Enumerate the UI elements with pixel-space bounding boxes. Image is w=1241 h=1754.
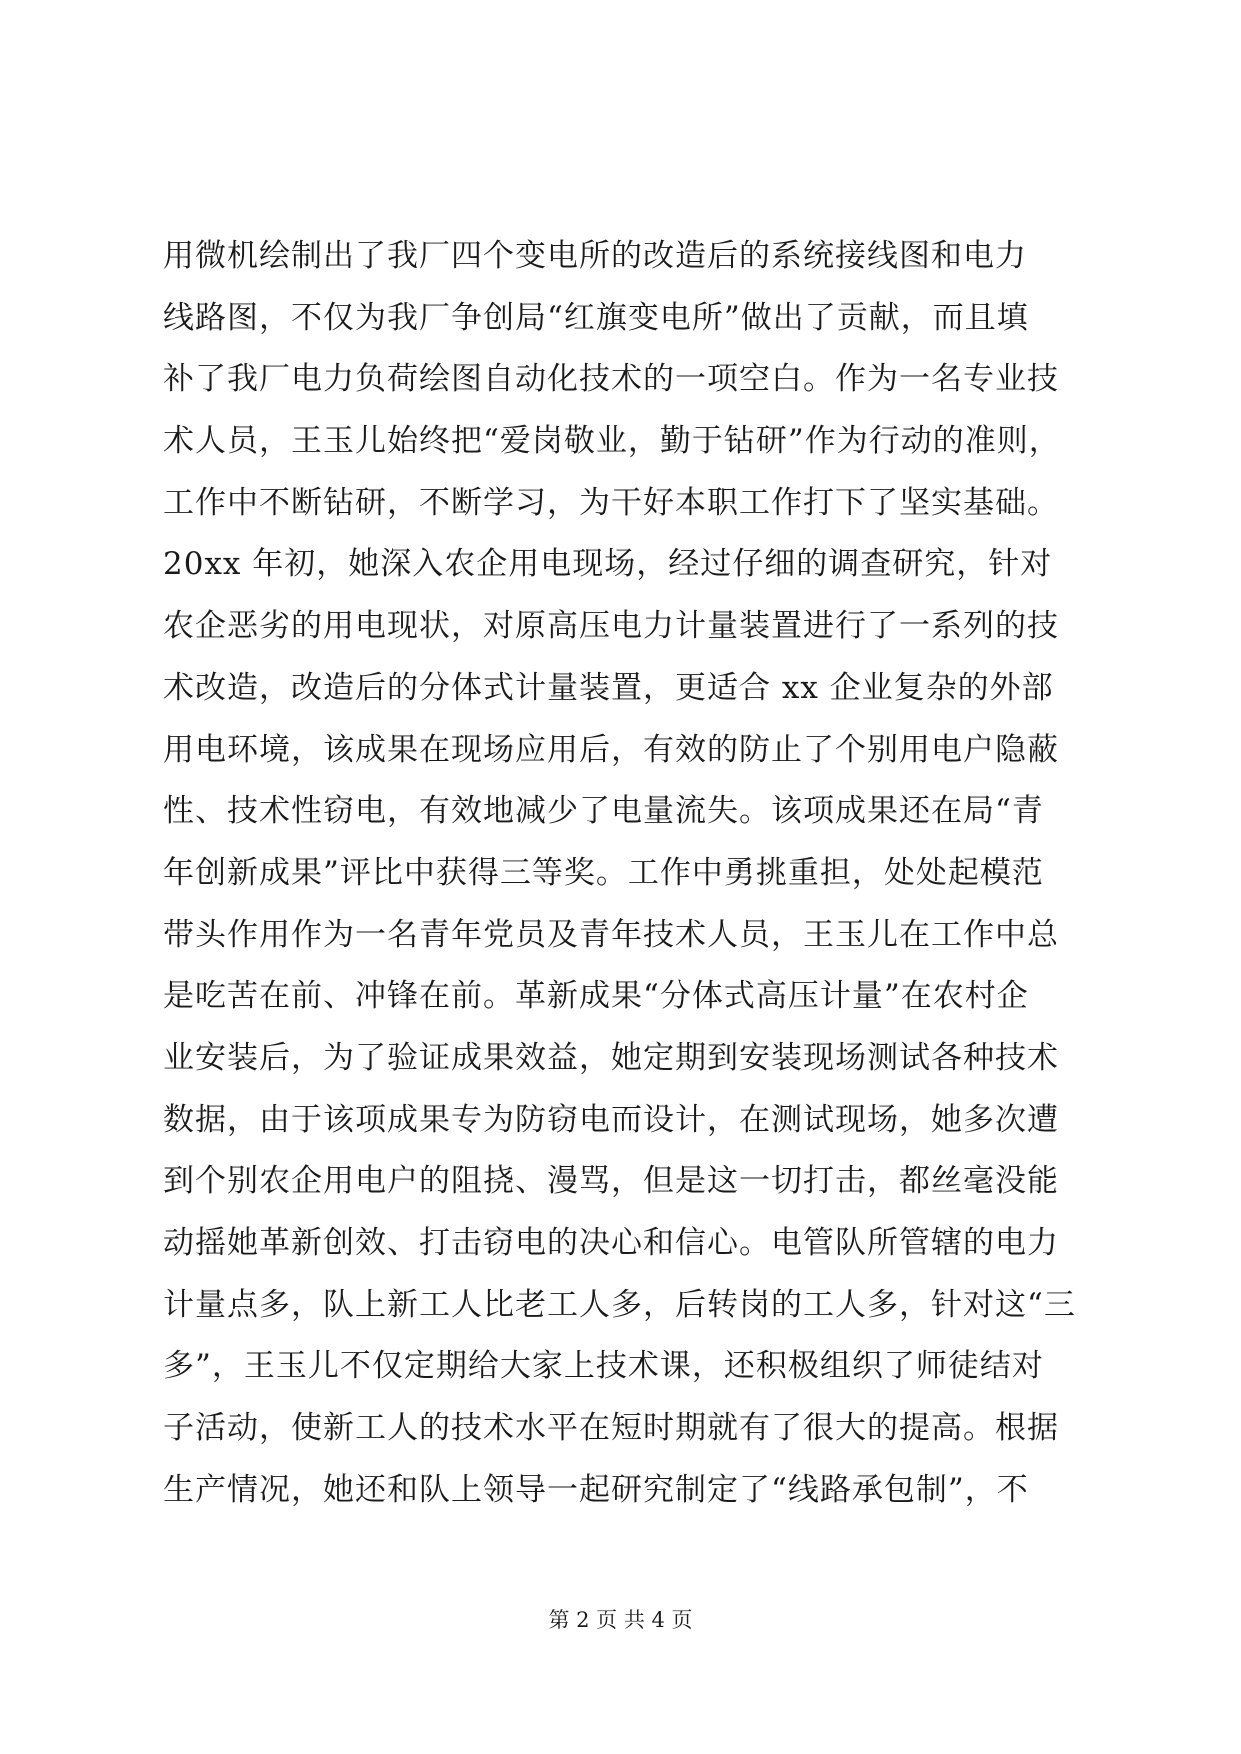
body-text <box>163 226 1093 1521</box>
text-line: 年创新成果”评比中获得三等奖。工作中勇挑重担，处处起模范 <box>163 854 1044 891</box>
text-line: 到个别农企用电户的阻挠、漫骂，但是这一切打击，都丝毫没能 <box>163 1163 1059 1200</box>
text-line: 是吃苦在前、冲锋在前。革新成果“分体式高压计量”在农村企 <box>163 978 1029 1015</box>
text-line: 性、技术性窃电，有效地减少了电量流失。该项成果还在局“青 <box>163 793 1044 830</box>
text-line: 工作中不断钻研，不断学习，为干好本职工作打下了坚实基础。 <box>163 484 1059 521</box>
text-line: 术人员，王玉儿始终把“爱岗敬业，勤于钻研”作为行动的准则， <box>163 423 1061 460</box>
text-line: 数据，由于该项成果专为防窃电而设计，在测试现场，她多次遭 <box>163 1101 1059 1138</box>
text-line: 带头作用作为一名青年党员及青年技术人员，王玉儿在工作中总 <box>163 916 1059 953</box>
text-line: 子活动，使新工人的技术水平在短时期就有了很大的提高。根据 <box>163 1410 1059 1447</box>
text-line: 用微机绘制出了我厂四个变电所的改造后的系统接线图和电力 <box>163 238 1027 274</box>
text-line: 线路图，不仅为我厂争创局“红旗变电所”做出了贡献，而且填 <box>163 299 1029 336</box>
text-line: 多”，王玉儿不仅定期给大家上技术课，还积极组织了师徒结对 <box>163 1348 1044 1385</box>
text-line: 业安装后，为了验证成果效益，她定期到安装现场测试各种技术 <box>163 1039 1059 1076</box>
text-line: 农企恶劣的用电现状，对原高压电力计量装置进行了一系列的技 <box>163 608 1059 645</box>
text-line: 动摇她革新创效、打击窃电的决心和信心。电管队所管辖的电力 <box>163 1225 1059 1261</box>
text-line: 用电环境，该成果在现场应用后，有效的防止了个别用电户隐蔽 <box>163 731 1059 768</box>
text-line: 计量点多，队上新工人比老工人多，后转岗的工人多，针对这“三 <box>163 1286 1076 1323</box>
text-line: 术改造，改造后的分体式计量装置，更适合 xx 企业复杂的外部 <box>163 669 1054 706</box>
text-line: 生产情况，她还和队上领导一起研究制定了“线路承包制”，不 <box>163 1471 1029 1508</box>
text-line: 补了我厂电力负荷绘图自动化技术的一项空白。作为一名专业技 <box>163 361 1059 398</box>
page-footer: 第 2 页 共 4 页 <box>548 1608 693 1632</box>
text-line: 20xx 年初，她深入农企用电现场，经过仔细的调查研究，针对 <box>163 546 1053 583</box>
